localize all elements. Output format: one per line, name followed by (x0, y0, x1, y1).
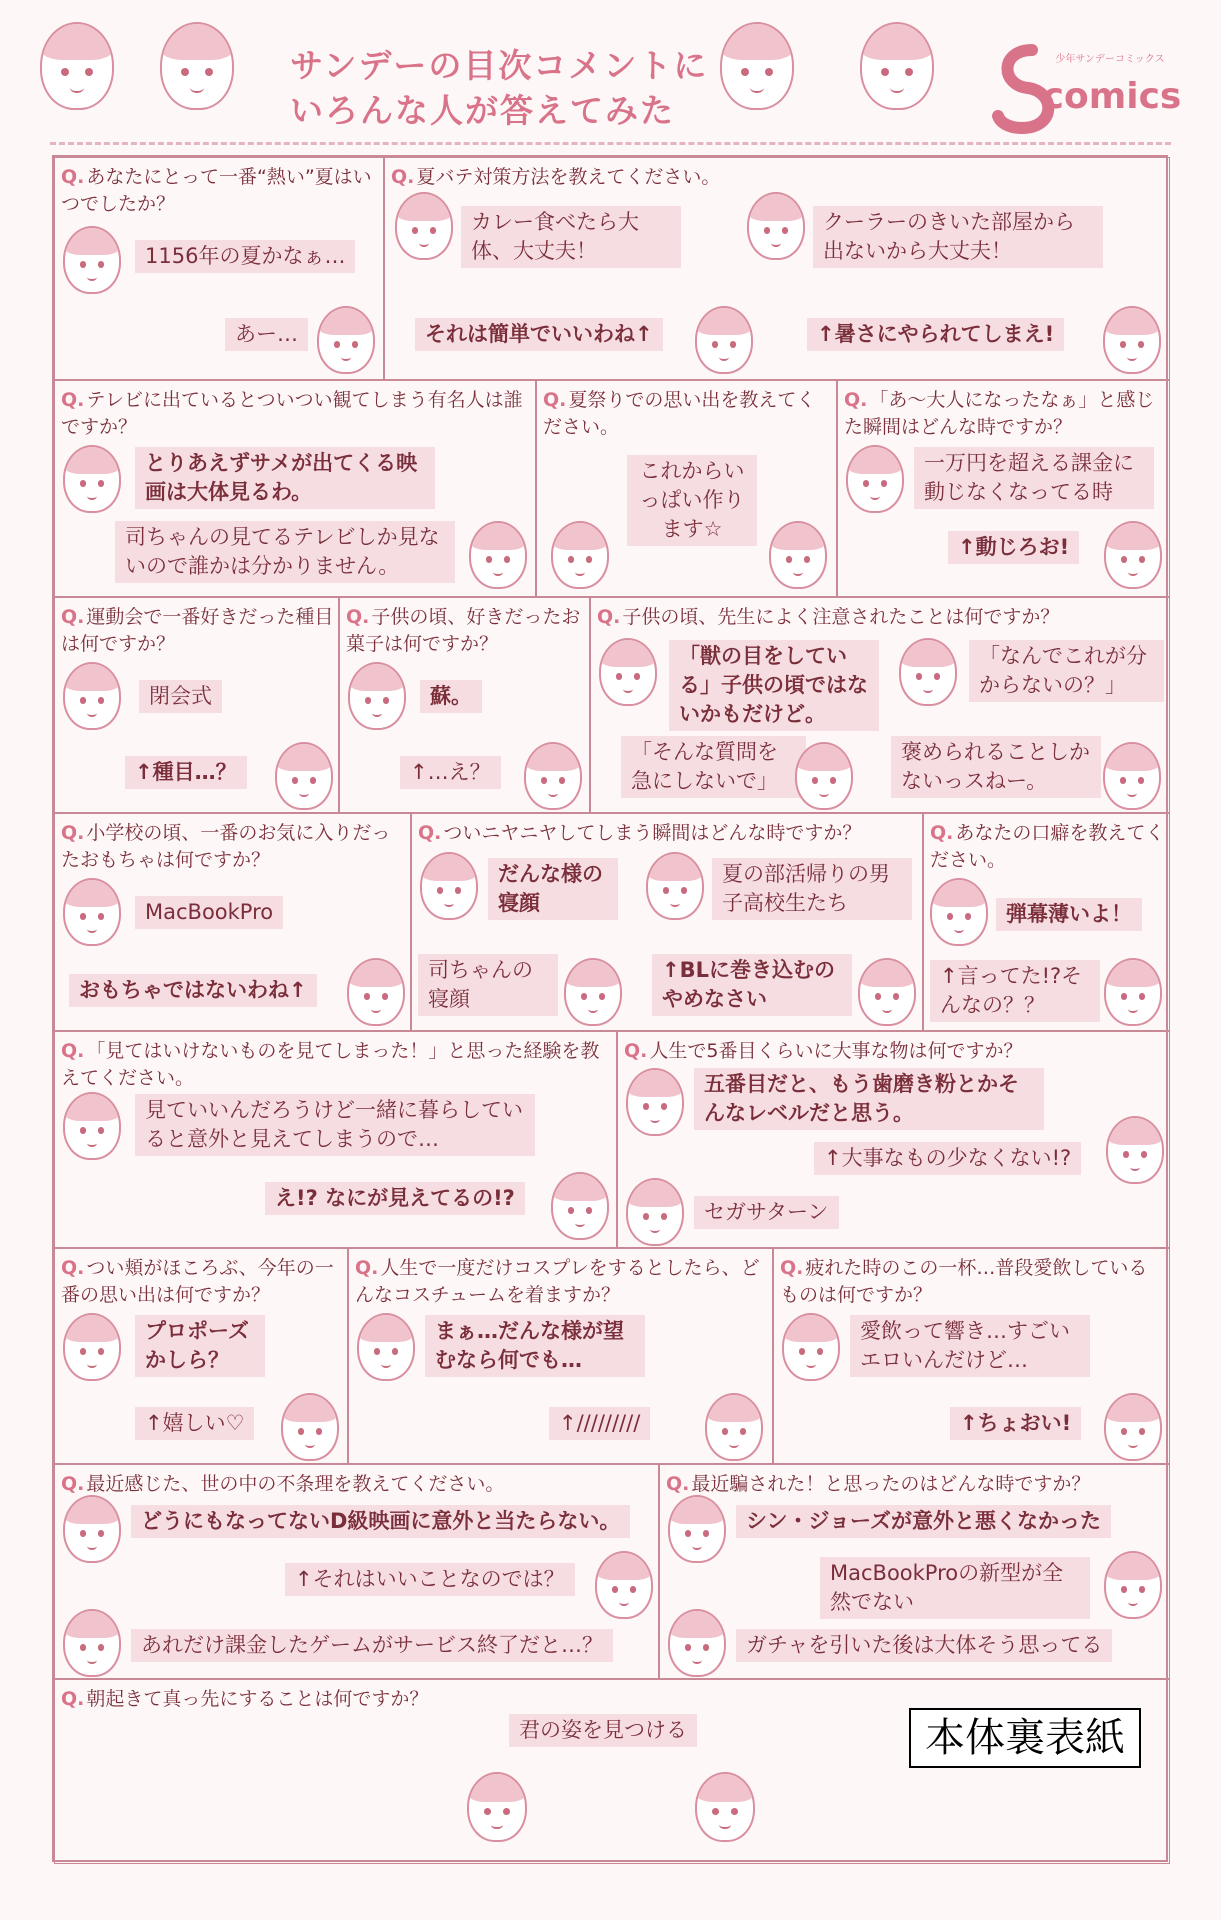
qa-cell (54, 157, 384, 380)
answer-bubble: セガサターン (694, 1196, 839, 1229)
question: Q. テレビに出ているとついつい観てしまう有名人は誰ですか？ (61, 389, 523, 438)
answer-bubble: ↑大事なもの少なくない!? (814, 1142, 1081, 1175)
question: Q. 夏祭りでの思い出を教えてください。 (543, 389, 816, 438)
answer-bubble: ↑それはいいことなのでは？ (285, 1563, 575, 1596)
character-face (160, 22, 234, 110)
page-header (0, 0, 1221, 140)
answer-bubble: それは簡単でいいわね↑ (415, 318, 663, 351)
character-face (347, 958, 405, 1026)
qa-cell (54, 380, 536, 597)
character-face (395, 192, 453, 260)
character-face (668, 1609, 726, 1677)
answer-bubble: ↑BLに巻き込むのやめなさい (652, 954, 852, 1016)
answer-bubble: あれだけ課金したゲームがサービス終了だと…？ (131, 1629, 613, 1662)
question: Q. 運動会で一番好きだった種目は何ですか？ (61, 606, 334, 655)
qa-cell (54, 1031, 617, 1248)
answer-bubble: どうにもなってないD級映画に意外と当たらない。 (131, 1505, 630, 1538)
character-face (524, 742, 582, 810)
character-face (467, 1772, 527, 1842)
answer-bubble: 見ていいんだろうけど一緒に暮らしていると意外と見えてしまうので… (135, 1094, 535, 1156)
qa-cell (659, 1464, 1170, 1679)
character-face (695, 306, 753, 374)
character-face (595, 1551, 653, 1619)
question: Q. 疲れた時のこの一杯…普段愛飲しているものは何ですか？ (780, 1257, 1148, 1306)
character-face (40, 22, 114, 110)
character-face (317, 306, 375, 374)
answer-bubble: カレー食べたら大体、大丈夫！ (461, 206, 681, 268)
question: Q. 人生で一度だけコスプレをするとしたら、どんなコスチュームを着ますか？ (355, 1257, 760, 1306)
answer-bubble: シン・ジョーズが意外と悪くなかった (736, 1505, 1111, 1538)
character-face (1103, 306, 1161, 374)
character-face (63, 878, 121, 946)
answer-bubble: 一万円を超える課金に動じなくなってる時 (914, 447, 1154, 509)
character-face (63, 226, 121, 294)
answer-bubble: 「そんな質問を急にしないで」 (621, 736, 806, 798)
qa-cell (54, 1464, 659, 1679)
answer-bubble: クーラーのきいた部屋から出ないから大丈夫！ (813, 206, 1103, 268)
answer-bubble: 「なんでこれが分からないの？」 (969, 640, 1164, 702)
character-face (63, 445, 121, 513)
character-face (551, 1172, 609, 1240)
answer-bubble: MacBookProの新型が全然でない (820, 1557, 1090, 1619)
question: Q. あなたにとって一番“熱い”夏はいつでしたか？ (61, 166, 372, 215)
logo-small-text: 少年サンデーコミックス (1055, 54, 1165, 65)
answer-bubble: ↑///////// (549, 1407, 650, 1440)
answer-bubble: ↑動じろお! (948, 531, 1079, 564)
answer-bubble: 弾幕薄いよ！ (996, 898, 1142, 931)
qa-cell (411, 813, 923, 1031)
character-face (695, 1772, 755, 1842)
qa-cell (384, 157, 1170, 380)
character-face (626, 1068, 684, 1136)
answer-bubble: 五番目だと、もう歯磨き粉とかそんなレベルだと思う。 (694, 1068, 1044, 1130)
character-face (646, 852, 704, 920)
title-line-1: サンデーの目次コメントに (290, 46, 709, 85)
character-face (63, 1495, 121, 1563)
character-face (930, 878, 988, 946)
title-line-2: いろんな人が答えてみた (290, 91, 675, 130)
qa-cell (348, 1248, 773, 1464)
answer-bubble: 閉会式 (139, 680, 222, 713)
character-face (420, 852, 478, 920)
answer-bubble: ↑言ってた!?そんなの？？ (930, 960, 1100, 1022)
qa-cell (54, 1248, 348, 1464)
answer-bubble: まぁ…だんな様が望むなら何でも… (425, 1315, 645, 1377)
qa-cell (339, 597, 590, 813)
answer-bubble: 愛飲って響き…すごいエロいんだけど… (850, 1315, 1090, 1377)
question: Q. つい頬がほころぶ、今年の一番の思い出は何ですか？ (61, 1257, 334, 1306)
character-face (858, 958, 916, 1026)
character-face (357, 1313, 415, 1381)
question: Q. 子供の頃、好きだったお菓子は何ですか？ (346, 606, 581, 655)
character-face (846, 445, 904, 513)
character-face (63, 662, 121, 730)
answer-bubble: とりあえずサメが出てくる映画は大体見るわ。 (135, 447, 435, 509)
s-comics-logo (990, 40, 1190, 140)
answer-bubble: 褒められることしかないっスねー。 (891, 736, 1101, 798)
question: Q. 最近感じた、世の中の不条理を教えてください。 (61, 1473, 505, 1495)
answer-bubble: 司ちゃんの寝顔 (418, 954, 558, 1016)
question: Q. 子供の頃、先生によく注意されたことは何ですか？ (597, 606, 1060, 628)
answer-bubble: 「獣の目をしている」子供の頃ではないかもだけど。 (669, 640, 879, 731)
answer-bubble: ↑嬉しい♡ (135, 1407, 254, 1440)
answer-bubble: 君の姿を見つける (509, 1714, 697, 1747)
answer-bubble: ↑…え？ (400, 756, 501, 789)
question: Q. 人生で5番目くらいに大事な物は何ですか？ (624, 1040, 1023, 1062)
answer-bubble: ↑暑さにやられてしまえ! (807, 318, 1064, 351)
character-face (720, 22, 794, 110)
answer-bubble: 蘇。 (420, 680, 482, 713)
qa-cell (773, 1248, 1170, 1464)
character-face (281, 1393, 339, 1461)
question: Q. 朝起きて真っ先にすることは何ですか？ (61, 1688, 429, 1710)
character-face (769, 521, 827, 589)
back-cover-label: 本体裏表紙 (909, 1708, 1141, 1768)
character-face (747, 192, 805, 260)
character-face (626, 1178, 684, 1246)
character-face (63, 1313, 121, 1381)
character-face (795, 742, 853, 810)
qa-cell (54, 597, 339, 813)
qa-cell (536, 380, 837, 597)
character-face (1103, 742, 1161, 810)
character-face (469, 521, 527, 589)
answer-bubble: 司ちゃんの見てるテレビしか見ないので誰かは分かりません。 (115, 521, 455, 583)
character-face (564, 958, 622, 1026)
question: Q. 最近騙された！と思ったのはどんな時ですか？ (666, 1473, 1091, 1495)
character-face (1104, 958, 1162, 1026)
character-face (63, 1609, 121, 1677)
qa-cell (923, 813, 1170, 1031)
answer-bubble: ↑ちょおい! (950, 1407, 1081, 1440)
answer-bubble: 夏の部活帰りの男子高校生たち (712, 858, 912, 920)
qa-cell (617, 1031, 1170, 1248)
answer-bubble: あー… (225, 318, 308, 351)
character-face (782, 1313, 840, 1381)
character-face (1104, 1393, 1162, 1461)
character-face (275, 742, 333, 810)
character-face (705, 1393, 763, 1461)
qa-grid (52, 155, 1168, 1862)
answer-bubble: ↑種目…？ (125, 756, 247, 789)
character-face (860, 22, 934, 110)
answer-bubble: ガチャを引いた後は大体そう思ってる (736, 1629, 1112, 1662)
character-face (899, 638, 957, 706)
character-face (1106, 1116, 1164, 1184)
header-divider (50, 142, 1171, 145)
character-face (1104, 1551, 1162, 1619)
question: Q. あなたの口癖を教えてください。 (930, 822, 1165, 871)
answer-bubble: プロポーズかしら？ (135, 1315, 265, 1377)
question: Q. 夏バテ対策方法を教えてください。 (391, 166, 721, 188)
answer-bubble: だんな様の寝顔 (488, 858, 618, 920)
answer-bubble: MacBookPro (135, 896, 283, 929)
question: Q. 「見てはいけないものを見てしまった！」と思った経験を教えてください。 (61, 1040, 600, 1089)
question: Q. 「あ～大人になったなぁ」と感じた瞬間はどんな時ですか？ (844, 389, 1155, 438)
answer-bubble: おもちゃではないわね↑ (69, 974, 317, 1007)
qa-cell (54, 813, 411, 1031)
qa-cell (54, 1679, 1170, 1864)
character-face (551, 521, 609, 589)
character-face (63, 1092, 121, 1160)
character-face (1104, 521, 1162, 589)
character-face (599, 638, 657, 706)
logo-text: comics (1042, 76, 1182, 117)
qa-cell (837, 380, 1170, 597)
question: Q. 小学校の頃、一番のお気に入りだったおもちゃは何ですか？ (61, 822, 391, 871)
answer-bubble: これからいっぱい作ります☆ (627, 455, 757, 546)
character-face (348, 662, 406, 730)
q-mark: Q. (61, 166, 85, 188)
answer-bubble: え!? なにが見えてるの!? (265, 1182, 525, 1215)
question: Q. ついニヤニヤしてしまう瞬間はどんな時ですか？ (418, 822, 862, 844)
character-face (668, 1495, 726, 1563)
qa-cell (590, 597, 1170, 813)
answer-bubble: 1156年の夏かなぁ… (135, 240, 355, 273)
